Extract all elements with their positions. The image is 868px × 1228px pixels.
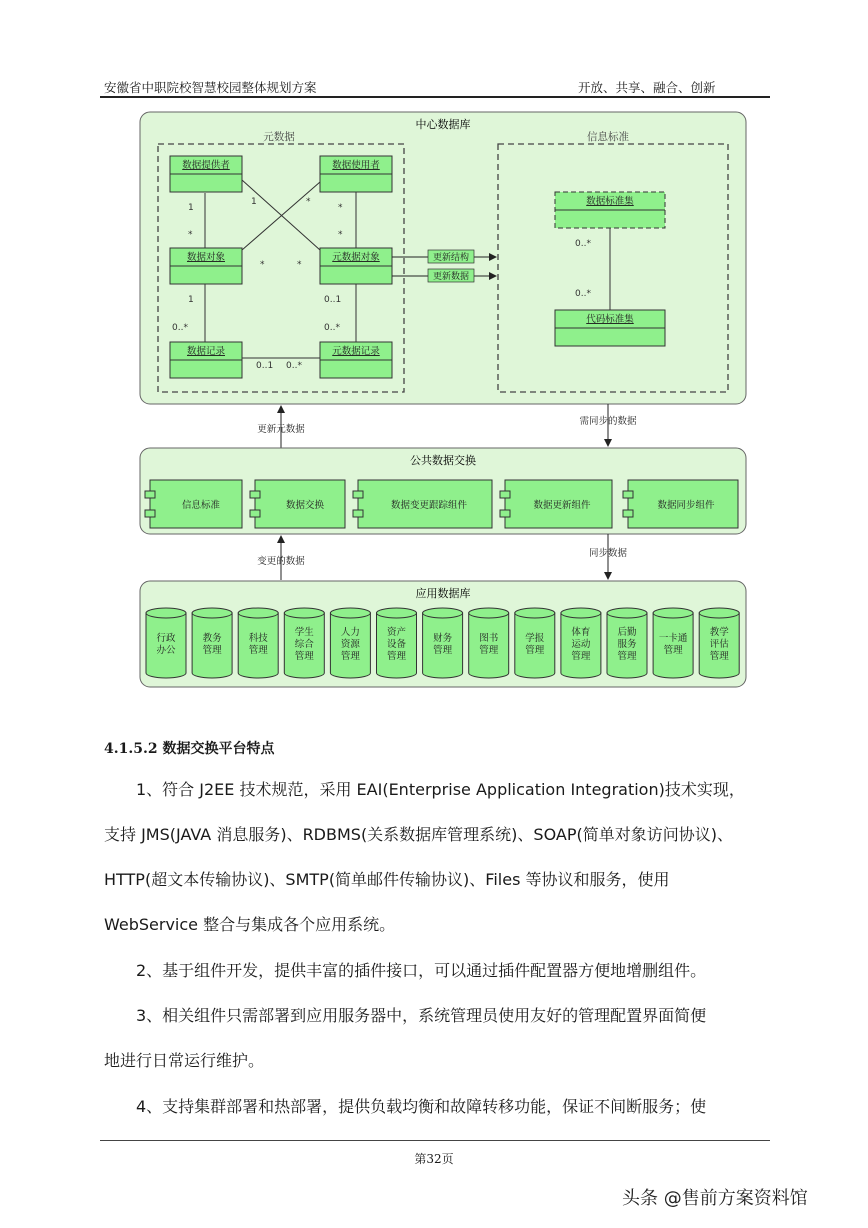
app-database-label: 一卡通 [658,633,688,644]
class-data-provider [170,156,242,192]
page-number: 第32页 [414,1152,454,1166]
app-database-label: 管理 [571,651,591,662]
app-database-label: 办公 [156,645,176,656]
app-database-cylinder [238,608,278,678]
app-database-cylinder [423,608,463,678]
svg-text:数据同步组件: 数据同步组件 [657,500,715,511]
app-database-cylinder [607,608,647,678]
app-database-label: 资产 [386,627,407,638]
mult-label: 0..* [575,289,591,299]
svg-text:数据使用者: 数据使用者 [332,160,380,171]
app-database-cylinder [469,608,509,678]
app-database-label: 教务 [202,633,222,644]
svg-text:代码标准集: 代码标准集 [586,314,634,325]
app-database-label: 管理 [525,645,545,656]
exchange-component [500,480,612,528]
flow-sync-data [589,534,628,579]
app-database-label: 管理 [202,645,222,656]
svg-text:信息标准: 信息标准 [181,500,221,511]
app-database-label: 综合 [294,639,314,650]
class-meta-object [320,248,392,284]
paragraph-4 [104,1084,766,1129]
mult-label: 0..* [324,323,340,333]
header-doc-title: 安徽省中职院校智慧校园整体规划方案 [104,80,317,95]
svg-text:数据提供者: 数据提供者 [182,160,230,171]
app-database-label: 运动 [571,639,591,650]
mult-label: 1 [251,197,257,207]
paragraph-line: 支持 JMS(JAVA 消息服务)、RDBMS(关系数据库管理系统)、SOAP(简单对象访问协议)、 [104,825,733,844]
paragraph-line: 1、符合 J2EE 技术规范，采用 EAI(Enterprise Application Integration)技术实现， [104,780,745,799]
exchange-component [250,480,345,528]
flow-update-metadata [257,406,305,448]
paragraph-line: 4、支持集群部署和热部署，提供负载均衡和故障转移功能，保证不间断服务；使 [104,1097,707,1116]
app-database-label: 行政 [156,633,176,644]
app-database-cylinder [146,608,186,678]
app-database-label: 资源 [340,639,360,650]
mult-label: * [188,230,193,240]
app-database-cylinder [284,608,324,678]
paragraph-line: 地进行日常运行维护。 [104,1051,265,1070]
svg-text:数据记录: 数据记录 [186,346,226,357]
mult-label: 0..1 [324,295,342,305]
standards-group-label: 信息标准 [587,131,629,143]
svg-text:数据对象: 数据对象 [186,252,226,263]
footer-divider [100,1140,770,1141]
mult-label: * [306,197,311,207]
svg-text:数据交换: 数据交换 [285,500,325,511]
paragraph-line: WebService 整合与集成各个应用系统。 [104,915,396,934]
app-database-label: 人力 [340,627,360,638]
mult-label: 0..1 [256,361,274,371]
mult-label: 1 [188,203,194,213]
class-data-std-set [555,192,665,228]
mult-label: * [260,260,265,270]
mult-label: 0..* [172,323,188,333]
app-database-label: 管理 [248,645,268,656]
exchange-component [145,480,242,528]
app-database-cylinder [377,608,417,678]
paragraph-line: 3、相关组件只需部署到应用服务器中，系统管理员使用友好的管理配置界面简便 [104,1006,707,1025]
mult-label: * [338,230,343,240]
svg-text:元数据对象: 元数据对象 [332,252,380,263]
app-database-label: 管理 [386,651,407,662]
header-divider [100,96,770,98]
watermark: 头条 @售前方案资料馆 [622,1188,808,1209]
app-database-label: 管理 [433,645,453,656]
app-database-label: 后勤 [617,627,637,638]
app-database-cylinder [699,608,739,678]
svg-text:更新元数据: 更新元数据 [257,424,305,435]
app-database-label: 管理 [709,651,729,662]
flow-needs-sync [579,404,637,446]
svg-text:数据更新组件: 数据更新组件 [533,500,591,511]
section-title: 4.1.5.2 数据交换平台特点 [104,741,275,757]
app-database-label: 学报 [525,633,545,644]
class-code-std-set [555,310,665,346]
app-database-label: 管理 [294,651,314,662]
app-database-cylinder [192,608,232,678]
app-database-label: 财务 [433,633,453,644]
central-db-title: 中心数据库 [415,118,471,131]
app-database-cylinder [330,608,370,678]
app-database-cylinder [561,608,601,678]
svg-text:同步数据: 同步数据 [588,548,628,559]
svg-text:更新结构: 更新结构 [432,253,470,263]
mult-label: * [338,203,343,213]
app-database-label: 设备 [386,639,407,650]
app-db-title: 应用数据库 [415,587,471,600]
app-database-label: 教学 [709,627,729,638]
header-slogan: 开放、共享、融合、创新 [578,80,716,95]
app-database-label: 科技 [248,633,268,644]
app-database-label: 图书 [479,633,499,644]
paragraph-3 [104,993,766,1083]
class-data-record [170,342,242,378]
svg-text:变更的数据: 变更的数据 [257,556,305,567]
paragraph-1 [104,767,766,947]
app-database-label: 管理 [340,651,360,662]
svg-text:需同步的数据: 需同步的数据 [579,416,637,427]
exchange-component [353,480,492,528]
mult-label: 0..* [286,361,302,371]
exchange-component [623,480,738,528]
mult-label: 0..* [575,239,591,249]
app-database-label: 学生 [294,627,314,638]
svg-text:数据变更跟踪组件: 数据变更跟踪组件 [390,500,468,511]
mult-label: * [297,260,302,270]
class-data-user [320,156,392,192]
svg-text:更新数据: 更新数据 [432,272,470,282]
architecture-diagram [138,110,750,692]
paragraph-line: HTTP(超文本传输协议)、SMTP(简单邮件传输协议)、Files 等协议和服务，使用 [104,870,670,889]
exchange-title: 公共数据交换 [410,454,476,467]
app-database-cylinder [653,608,693,678]
app-database-label: 管理 [663,645,683,656]
paragraph-2 [104,948,766,993]
class-meta-record [320,342,392,378]
app-database-cylinder [515,608,555,678]
svg-text:元数据记录: 元数据记录 [332,346,380,357]
app-database-label: 服务 [617,639,637,650]
metadata-group-label: 元数据 [263,131,295,143]
app-database-label: 体育 [571,627,591,638]
app-database-label: 管理 [617,651,637,662]
svg-text:数据标准集: 数据标准集 [586,196,634,207]
flow-changed-data [257,536,305,580]
paragraph-line: 2、基于组件开发，提供丰富的插件接口，可以通过插件配置器方便地增删组件。 [104,961,707,980]
app-database-label: 评估 [709,639,729,650]
class-data-object [170,248,242,284]
app-database-label: 管理 [479,645,499,656]
mult-label: 1 [188,295,194,305]
